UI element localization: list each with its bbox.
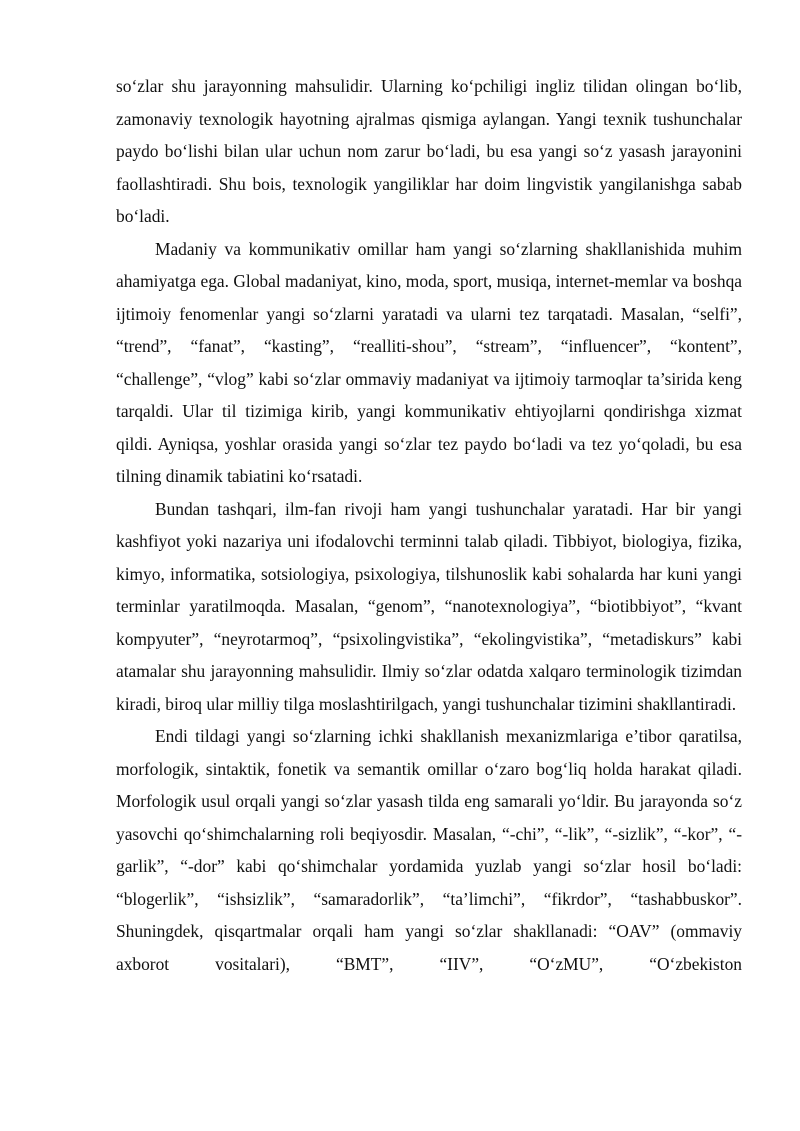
paragraph-3: Bundan tashqari, ilm-fan rivoji ham yangi tushunchalar yaratadi. Har bir yangi kashfiyot yoki nazariya uni ifodalovchi terminni talab qiladi. Tibbiyot, biologiya, fizika, kimyo, informatika, sotsiologiya, psixologiya, tilshunoslik kabi sohalarda har kuni yangi terminlar yaratilmoqda. Masalan, “genom”, “nanotexnologiya”, “biotibbiyot”, “kvant kompyuter”, “neyrotarmoq”, “psixolingvistika”, “ekolingvistika”, “metadiskurs” kabi atamalar shu jarayonning mahsulidir. Ilmiy so‘zlar odatda xalqaro terminologik tizimdan kiradi, biroq ular milliy tilga moslashtirilgach, yangi tushunchalar tizimini shakllantiradi. <box>116 498 742 714</box>
paragraph-2: Madaniy va kommunikativ omillar ham yangi so‘zlarning shakllanishida muhim ahamiyatga ega. Global madaniyat, kino, moda, sport, musiqa, internet-memlar va boshqa ijtimoiy fenomenlar yangi so‘zlarni yaratadi va ularni tez tarqatadi. Masalan, “selfi”, “trend”, “fanat”, “kasting”, “realliti-shou”, “stream”, “influencer”, “kontent”, “challenge”, “vlog” kabi so‘zlar ommaviy madaniyat va ijtimoiy tarmoqlar ta’sirida keng tarqaldi. Ular til tizimiga kirib, yangi kommunikativ ehtiyojlarni qondirishga xizmat qildi. Ayniqsa, yoshlar orasida yangi so‘zlar tez paydo bo‘ladi va tez yo‘qoladi, bu esa tilning dinamik tabiatini ko‘rsatadi. <box>116 238 742 486</box>
paragraph-4: Endi tildagi yangi so‘zlarning ichki shakllanish mexanizmlariga e’tibor qaratilsa, morfologik, sintaktik, fonetik va semantik omillar o‘zaro bog‘liq holda harakat qiladi. Morfologik usul orqali yangi so‘zlar yasash tilda eng samarali yo‘ldir. Bu jarayonda so‘z yasovchi qo‘shimchalarning roli beqiyosdir. Masalan, “-chi”, “-lik”, “-sizlik”, “-kor”, “-garlik”, “-dor” kabi qo‘shimchalar yordamida yuzlab yangi so‘zlar hosil bo‘ladi: “blogerlik”, “ishsizlik”, “samaradorlik”, “ta’limchi”, “fikrdor”, “tashabbuskor”. Shuningdek, qisqartmalar orqali ham yangi so‘zlar shakllanadi: “OAV” (ommaviy axborot vositalari), “BMT”, “IIV”, “O‘zMU”, “O‘zbekiston <box>116 726 742 974</box>
body-text <box>116 70 742 980</box>
paragraph-1: so‘zlar shu jarayonning mahsulidir. Ularning ko‘pchiligi ingliz tilidan olingan bo‘lib, zamonaviy texnologik hayotning ajralmas qismiga aylangan. Yangi texnik tushunchalar paydo bo‘lishi bilan ular uchun nom zarur bo‘ladi, bu esa yangi so‘z yasash jarayonini faollashtiradi. Shu bois, texnologik yangiliklar har doim lingvistik yangilanishga sabab bo‘ladi. <box>116 76 742 226</box>
